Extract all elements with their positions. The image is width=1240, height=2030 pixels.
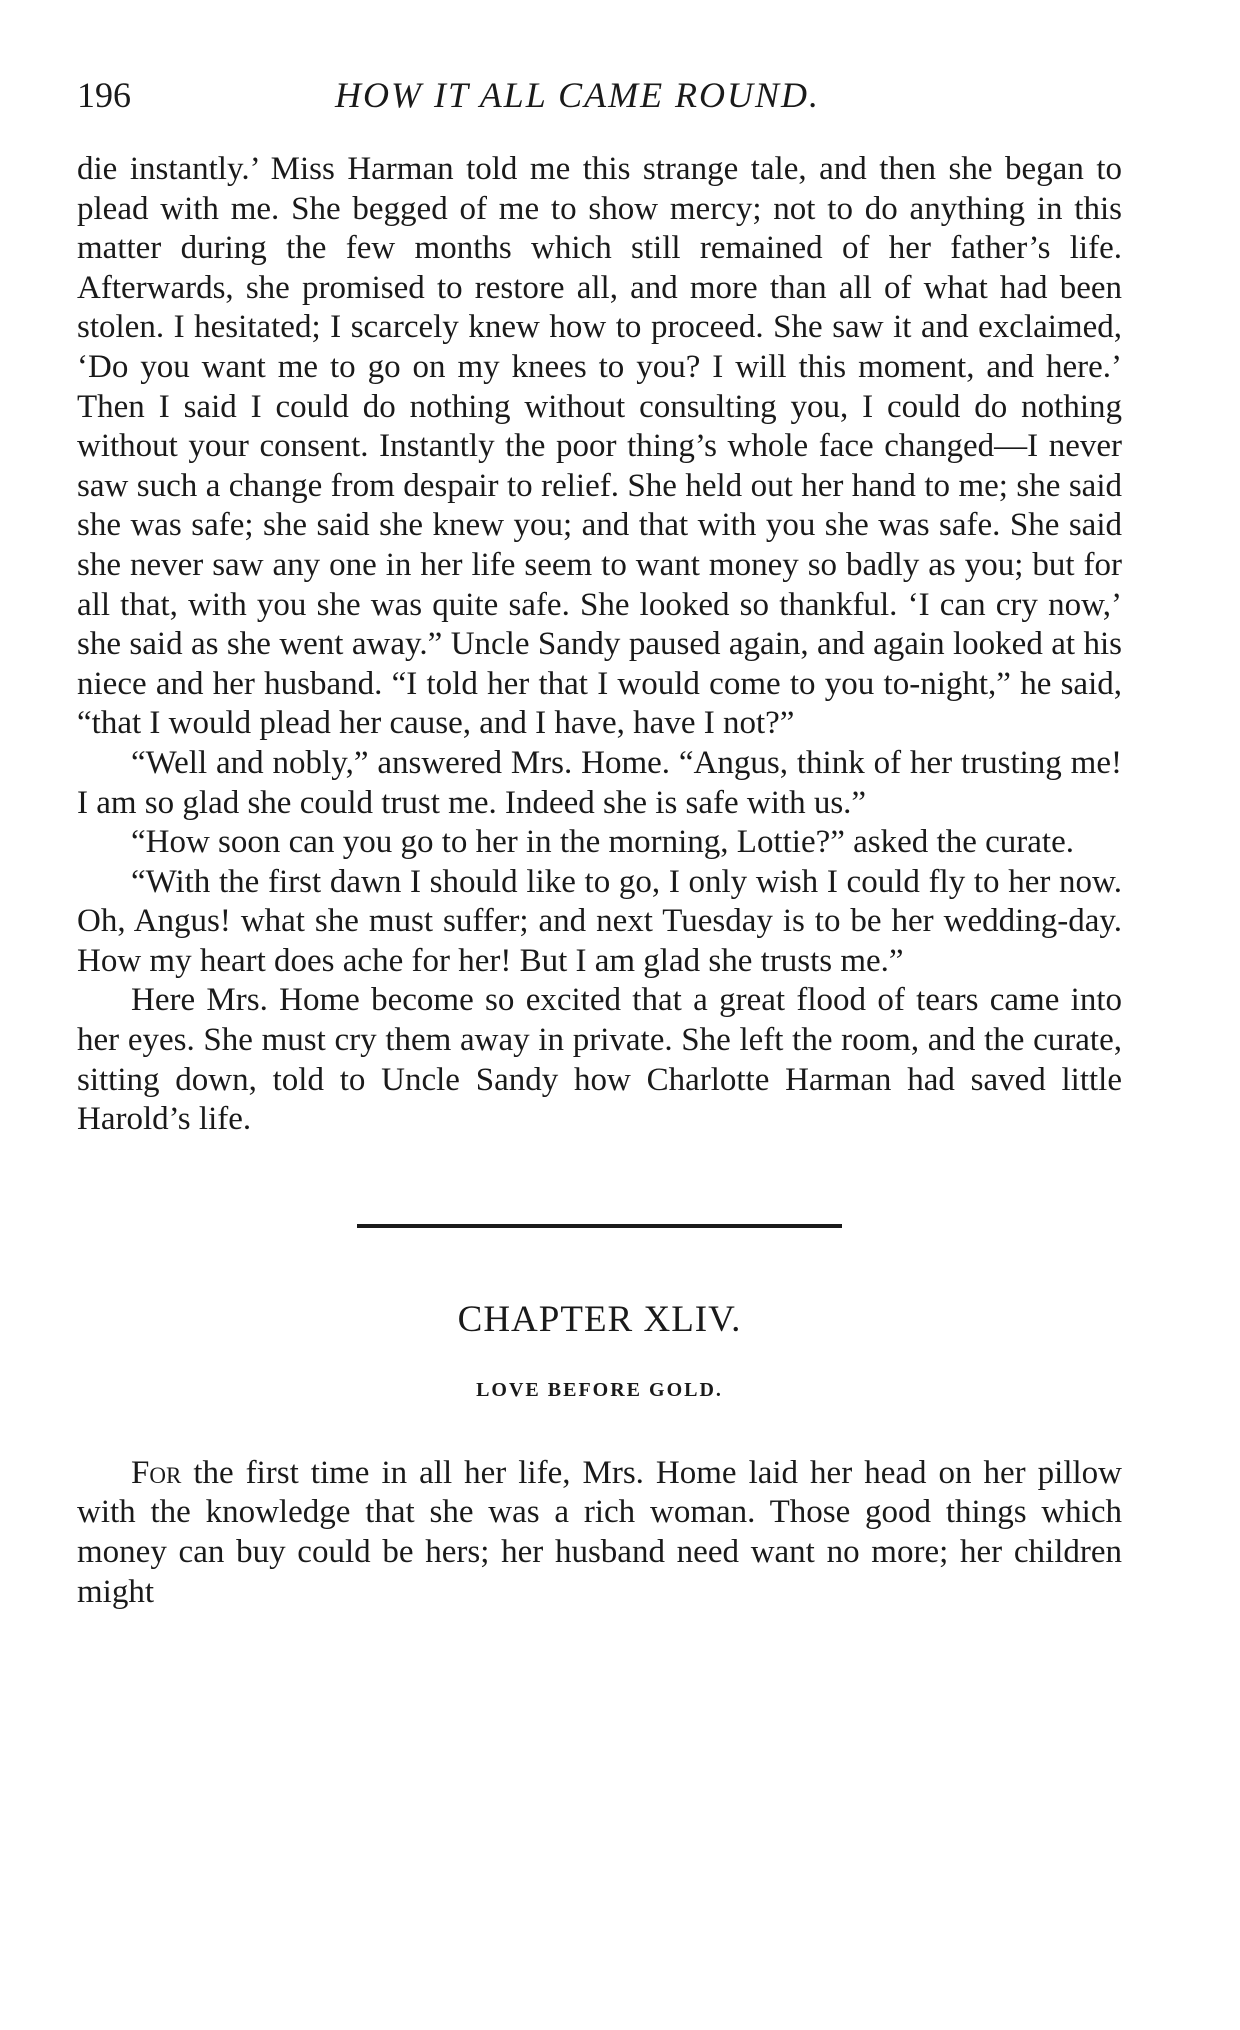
book-page (77, 60, 1122, 1612)
opening-text: the first time in all her life, Mrs. Home laid her head on her pillow with the knowledge that she was a rich woman. Those good things which money can buy could be hers; her husband need want no more; her children might (77, 1454, 1122, 1610)
body-text (77, 150, 1122, 1140)
chapter-subtitle: LOVE BEFORE GOLD. (476, 1378, 723, 1401)
paragraph: “How soon can you go to her in the morning, Lottie?” asked the curate. (131, 824, 1074, 861)
paragraph: Here Mrs. Home become so excited that a great flood of tears came into her eyes. She must cry them away in private. She left the room, and the curate, sitting down, told to Uncle Sandy how Charlotte Harman had saved little Harold’s life. (77, 982, 1122, 1138)
running-head (77, 60, 1122, 120)
chapter-opening-paragraph (77, 1454, 1122, 1612)
chapter-heading: CHAPTER XLIV. (457, 1298, 742, 1340)
page-number: 196 (77, 75, 131, 115)
paragraph: “With the first dawn I should like to go, I only wish I could fly to her now. Oh, Angus! what she must suffer; and next Tuesday is to be her wedding-day. How my heart does ache for her! But I am glad she trusts me.” (77, 863, 1122, 979)
opening-word: For (131, 1454, 182, 1491)
running-title: HOW IT ALL CAME ROUND. (335, 75, 821, 115)
section-divider-rule (357, 1224, 842, 1228)
paragraph: “Well and nobly,” answered Mrs. Home. “Angus, think of her trusting me! I am so glad she could trust me. Indeed she is safe with us.” (77, 744, 1122, 821)
chapter-body (77, 1454, 1122, 1612)
paragraph: die instantly.’ Miss Harman told me this strange tale, and then she began to plead with me. She begged of me to show mercy; not to do anything in this matter during the few months which still remained of her father’s life. Afterwards, she promised to restore all, and more than all of what had been stolen. I hesitated; I scarcely knew how to proceed. She saw it and exclaimed, ‘Do you want me to go on my knees to you? I will this moment, and here.’ Then I said I could do nothing without consulting you, I could do nothing without your consent. Instantly the poor thing’s whole face changed—I never saw such a change from despair to relief. She held out her hand to me; she said she was safe; she said she knew you; and that with you she was safe. She said she never saw any one in her life seem to want money so badly as you; but for all that, with you she was quite safe. She looked so thankful. ‘I can cry now,’ she said as she went away.” Uncle Sandy paused again, and again looked at his niece and her husband. “I told her that I would come to you to-night,” he said, “that I would plead her cause, and I have, have I not?” (77, 151, 1122, 742)
